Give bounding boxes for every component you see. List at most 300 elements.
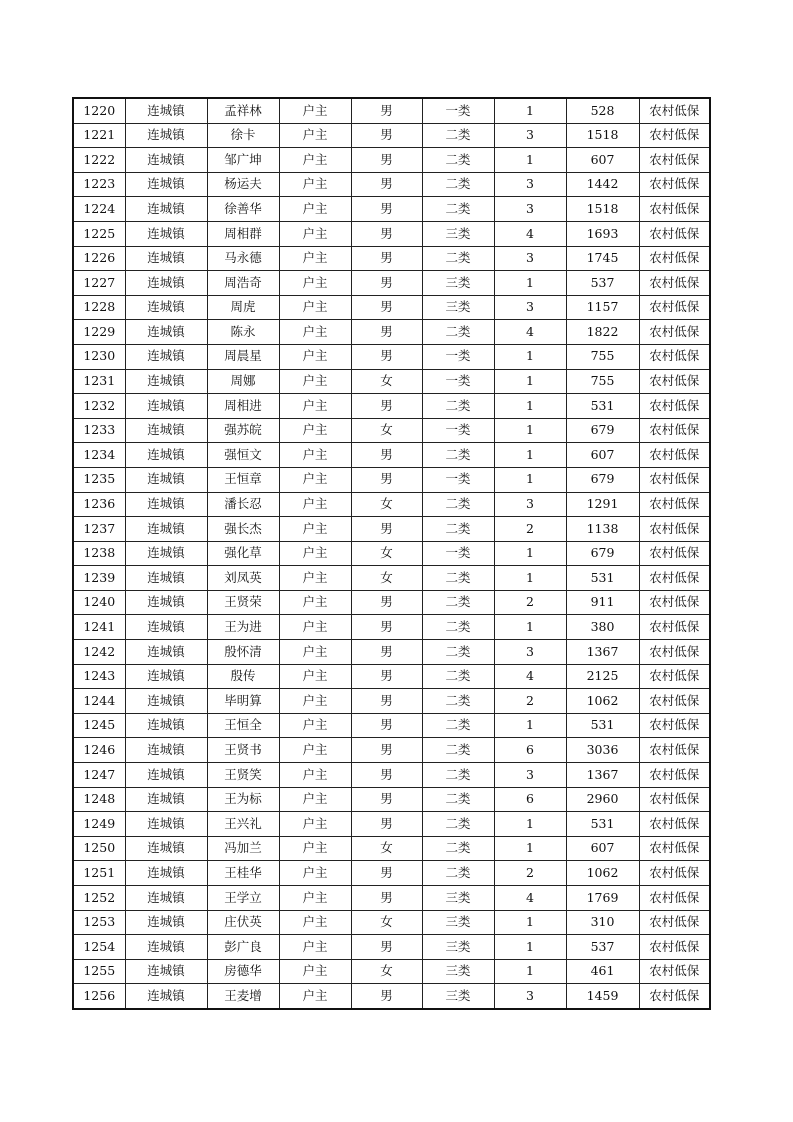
category-cell: 二类 [422, 861, 494, 886]
gender-cell: 男 [351, 246, 422, 271]
amount-cell: 2125 [566, 664, 639, 689]
program-cell: 农村低保 [639, 123, 710, 148]
category-cell: 二类 [422, 640, 494, 665]
town-cell: 连城镇 [125, 861, 207, 886]
town-cell: 连城镇 [125, 910, 207, 935]
serial-number-cell: 1227 [73, 271, 125, 296]
town-cell: 连城镇 [125, 517, 207, 542]
gender-cell: 女 [351, 369, 422, 394]
program-cell: 农村低保 [639, 763, 710, 788]
town-cell: 连城镇 [125, 566, 207, 591]
name-cell: 殷传 [207, 664, 279, 689]
category-cell: 二类 [422, 738, 494, 763]
program-cell: 农村低保 [639, 910, 710, 935]
serial-number-cell: 1248 [73, 787, 125, 812]
name-cell: 王恒章 [207, 467, 279, 492]
gender-cell: 男 [351, 664, 422, 689]
category-cell: 三类 [422, 935, 494, 960]
serial-number-cell: 1240 [73, 590, 125, 615]
household-size-cell: 4 [494, 664, 566, 689]
name-cell: 马永德 [207, 246, 279, 271]
category-cell: 二类 [422, 787, 494, 812]
serial-number-cell: 1224 [73, 197, 125, 222]
serial-number-cell: 1242 [73, 640, 125, 665]
household-size-cell: 6 [494, 738, 566, 763]
serial-number-cell: 1247 [73, 763, 125, 788]
program-cell: 农村低保 [639, 148, 710, 173]
name-cell: 杨运夫 [207, 172, 279, 197]
table-row [73, 418, 710, 443]
table-row [73, 271, 710, 296]
serial-number-cell: 1237 [73, 517, 125, 542]
program-cell: 农村低保 [639, 590, 710, 615]
serial-number-cell: 1236 [73, 492, 125, 517]
relation-cell: 户主 [279, 123, 351, 148]
serial-number-cell: 1246 [73, 738, 125, 763]
relation-cell: 户主 [279, 886, 351, 911]
name-cell: 王兴礼 [207, 812, 279, 837]
relation-cell: 户主 [279, 713, 351, 738]
household-size-cell: 1 [494, 836, 566, 861]
program-cell: 农村低保 [639, 98, 710, 123]
town-cell: 连城镇 [125, 959, 207, 984]
program-cell: 农村低保 [639, 418, 710, 443]
gender-cell: 男 [351, 886, 422, 911]
name-cell: 彭广良 [207, 935, 279, 960]
table-row [73, 615, 710, 640]
gender-cell: 男 [351, 148, 422, 173]
category-cell: 三类 [422, 295, 494, 320]
relation-cell: 户主 [279, 738, 351, 763]
relation-cell: 户主 [279, 492, 351, 517]
category-cell: 二类 [422, 763, 494, 788]
amount-cell: 911 [566, 590, 639, 615]
table-row [73, 492, 710, 517]
gender-cell: 男 [351, 763, 422, 788]
town-cell: 连城镇 [125, 148, 207, 173]
amount-cell: 537 [566, 271, 639, 296]
amount-cell: 531 [566, 713, 639, 738]
town-cell: 连城镇 [125, 394, 207, 419]
serial-number-cell: 1252 [73, 886, 125, 911]
name-cell: 强恒文 [207, 443, 279, 468]
relation-cell: 户主 [279, 467, 351, 492]
amount-cell: 461 [566, 959, 639, 984]
amount-cell: 679 [566, 467, 639, 492]
relation-cell: 户主 [279, 320, 351, 345]
relation-cell: 户主 [279, 517, 351, 542]
program-cell: 农村低保 [639, 836, 710, 861]
table-row [73, 910, 710, 935]
serial-number-cell: 1230 [73, 344, 125, 369]
relation-cell: 户主 [279, 221, 351, 246]
town-cell: 连城镇 [125, 369, 207, 394]
household-size-cell: 1 [494, 541, 566, 566]
household-size-cell: 3 [494, 246, 566, 271]
town-cell: 连城镇 [125, 713, 207, 738]
town-cell: 连城镇 [125, 467, 207, 492]
amount-cell: 679 [566, 541, 639, 566]
serial-number-cell: 1239 [73, 566, 125, 591]
town-cell: 连城镇 [125, 344, 207, 369]
amount-cell: 679 [566, 418, 639, 443]
name-cell: 徐卡 [207, 123, 279, 148]
town-cell: 连城镇 [125, 123, 207, 148]
town-cell: 连城镇 [125, 295, 207, 320]
town-cell: 连城镇 [125, 689, 207, 714]
table-row [73, 369, 710, 394]
town-cell: 连城镇 [125, 664, 207, 689]
amount-cell: 531 [566, 394, 639, 419]
program-cell: 农村低保 [639, 640, 710, 665]
program-cell: 农村低保 [639, 197, 710, 222]
program-cell: 农村低保 [639, 467, 710, 492]
table-row [73, 443, 710, 468]
name-cell: 周相群 [207, 221, 279, 246]
serial-number-cell: 1250 [73, 836, 125, 861]
table-row [73, 517, 710, 542]
table-row [73, 590, 710, 615]
gender-cell: 女 [351, 959, 422, 984]
name-cell: 毕明算 [207, 689, 279, 714]
program-cell: 农村低保 [639, 541, 710, 566]
household-size-cell: 2 [494, 861, 566, 886]
table-row [73, 98, 710, 123]
serial-number-cell: 1235 [73, 467, 125, 492]
name-cell: 王恒全 [207, 713, 279, 738]
name-cell: 周相进 [207, 394, 279, 419]
gender-cell: 男 [351, 123, 422, 148]
gender-cell: 男 [351, 172, 422, 197]
household-size-cell: 1 [494, 443, 566, 468]
amount-cell: 1745 [566, 246, 639, 271]
household-size-cell: 3 [494, 640, 566, 665]
amount-cell: 380 [566, 615, 639, 640]
category-cell: 二类 [422, 664, 494, 689]
amount-cell: 1442 [566, 172, 639, 197]
program-cell: 农村低保 [639, 812, 710, 837]
category-cell: 二类 [422, 394, 494, 419]
table-row [73, 295, 710, 320]
town-cell: 连城镇 [125, 221, 207, 246]
amount-cell: 310 [566, 910, 639, 935]
name-cell: 庄伏英 [207, 910, 279, 935]
gender-cell: 女 [351, 566, 422, 591]
table-row [73, 148, 710, 173]
table-row [73, 984, 710, 1009]
category-cell: 二类 [422, 615, 494, 640]
relation-cell: 户主 [279, 541, 351, 566]
town-cell: 连城镇 [125, 443, 207, 468]
amount-cell: 2960 [566, 787, 639, 812]
serial-number-cell: 1221 [73, 123, 125, 148]
serial-number-cell: 1251 [73, 861, 125, 886]
relation-cell: 户主 [279, 443, 351, 468]
program-cell: 农村低保 [639, 713, 710, 738]
household-size-cell: 1 [494, 148, 566, 173]
category-cell: 三类 [422, 221, 494, 246]
relation-cell: 户主 [279, 812, 351, 837]
relation-cell: 户主 [279, 566, 351, 591]
amount-cell: 1693 [566, 221, 639, 246]
program-cell: 农村低保 [639, 271, 710, 296]
name-cell: 邹广坤 [207, 148, 279, 173]
amount-cell: 1518 [566, 197, 639, 222]
table-row [73, 172, 710, 197]
category-cell: 三类 [422, 959, 494, 984]
serial-number-cell: 1238 [73, 541, 125, 566]
program-cell: 农村低保 [639, 221, 710, 246]
household-size-cell: 4 [494, 886, 566, 911]
table-row [73, 344, 710, 369]
relief-roster-table [72, 97, 711, 1010]
category-cell: 二类 [422, 123, 494, 148]
table-row [73, 812, 710, 837]
table-row [73, 197, 710, 222]
amount-cell: 1062 [566, 861, 639, 886]
household-size-cell: 6 [494, 787, 566, 812]
name-cell: 强苏皖 [207, 418, 279, 443]
table-row [73, 689, 710, 714]
name-cell: 周虎 [207, 295, 279, 320]
category-cell: 二类 [422, 172, 494, 197]
household-size-cell: 1 [494, 566, 566, 591]
gender-cell: 女 [351, 541, 422, 566]
gender-cell: 男 [351, 443, 422, 468]
amount-cell: 1157 [566, 295, 639, 320]
town-cell: 连城镇 [125, 320, 207, 345]
category-cell: 二类 [422, 689, 494, 714]
gender-cell: 男 [351, 935, 422, 960]
name-cell: 王贤笑 [207, 763, 279, 788]
program-cell: 农村低保 [639, 566, 710, 591]
table-row [73, 738, 710, 763]
amount-cell: 531 [566, 566, 639, 591]
gender-cell: 男 [351, 271, 422, 296]
table-row [73, 320, 710, 345]
relation-cell: 户主 [279, 369, 351, 394]
household-size-cell: 1 [494, 344, 566, 369]
category-cell: 二类 [422, 836, 494, 861]
amount-cell: 1769 [566, 886, 639, 911]
serial-number-cell: 1233 [73, 418, 125, 443]
gender-cell: 男 [351, 615, 422, 640]
table-row [73, 664, 710, 689]
program-cell: 农村低保 [639, 246, 710, 271]
name-cell: 王桂华 [207, 861, 279, 886]
gender-cell: 女 [351, 418, 422, 443]
category-cell: 三类 [422, 984, 494, 1009]
town-cell: 连城镇 [125, 763, 207, 788]
amount-cell: 1518 [566, 123, 639, 148]
amount-cell: 1138 [566, 517, 639, 542]
town-cell: 连城镇 [125, 197, 207, 222]
category-cell: 二类 [422, 320, 494, 345]
town-cell: 连城镇 [125, 886, 207, 911]
household-size-cell: 4 [494, 221, 566, 246]
relation-cell: 户主 [279, 861, 351, 886]
town-cell: 连城镇 [125, 812, 207, 837]
amount-cell: 755 [566, 369, 639, 394]
table-row [73, 640, 710, 665]
serial-number-cell: 1225 [73, 221, 125, 246]
relation-cell: 户主 [279, 959, 351, 984]
table-row [73, 836, 710, 861]
category-cell: 一类 [422, 541, 494, 566]
relation-cell: 户主 [279, 197, 351, 222]
town-cell: 连城镇 [125, 640, 207, 665]
program-cell: 农村低保 [639, 517, 710, 542]
category-cell: 二类 [422, 246, 494, 271]
serial-number-cell: 1228 [73, 295, 125, 320]
relation-cell: 户主 [279, 418, 351, 443]
name-cell: 王为进 [207, 615, 279, 640]
gender-cell: 女 [351, 492, 422, 517]
program-cell: 农村低保 [639, 615, 710, 640]
amount-cell: 1459 [566, 984, 639, 1009]
table-row [73, 787, 710, 812]
relation-cell: 户主 [279, 246, 351, 271]
household-size-cell: 1 [494, 467, 566, 492]
household-size-cell: 1 [494, 418, 566, 443]
relation-cell: 户主 [279, 590, 351, 615]
serial-number-cell: 1245 [73, 713, 125, 738]
household-size-cell: 3 [494, 984, 566, 1009]
table-row [73, 566, 710, 591]
category-cell: 三类 [422, 271, 494, 296]
program-cell: 农村低保 [639, 344, 710, 369]
relation-cell: 户主 [279, 615, 351, 640]
town-cell: 连城镇 [125, 271, 207, 296]
name-cell: 王麦增 [207, 984, 279, 1009]
name-cell: 强长杰 [207, 517, 279, 542]
gender-cell: 男 [351, 787, 422, 812]
relation-cell: 户主 [279, 148, 351, 173]
amount-cell: 755 [566, 344, 639, 369]
gender-cell: 男 [351, 394, 422, 419]
serial-number-cell: 1254 [73, 935, 125, 960]
table-row [73, 713, 710, 738]
category-cell: 三类 [422, 910, 494, 935]
program-cell: 农村低保 [639, 443, 710, 468]
table-row [73, 935, 710, 960]
gender-cell: 男 [351, 295, 422, 320]
relation-cell: 户主 [279, 295, 351, 320]
amount-cell: 3036 [566, 738, 639, 763]
table-row [73, 123, 710, 148]
gender-cell: 男 [351, 344, 422, 369]
serial-number-cell: 1231 [73, 369, 125, 394]
name-cell: 王贤书 [207, 738, 279, 763]
name-cell: 周娜 [207, 369, 279, 394]
gender-cell: 女 [351, 836, 422, 861]
table-row [73, 221, 710, 246]
household-size-cell: 3 [494, 123, 566, 148]
table-row [73, 886, 710, 911]
gender-cell: 男 [351, 640, 422, 665]
table-row [73, 541, 710, 566]
serial-number-cell: 1232 [73, 394, 125, 419]
household-size-cell: 1 [494, 394, 566, 419]
household-size-cell: 1 [494, 812, 566, 837]
program-cell: 农村低保 [639, 738, 710, 763]
serial-number-cell: 1253 [73, 910, 125, 935]
amount-cell: 1822 [566, 320, 639, 345]
town-cell: 连城镇 [125, 935, 207, 960]
name-cell: 孟祥林 [207, 98, 279, 123]
name-cell: 徐善华 [207, 197, 279, 222]
relation-cell: 户主 [279, 344, 351, 369]
household-size-cell: 3 [494, 295, 566, 320]
serial-number-cell: 1234 [73, 443, 125, 468]
category-cell: 二类 [422, 517, 494, 542]
gender-cell: 男 [351, 320, 422, 345]
name-cell: 王贤荣 [207, 590, 279, 615]
category-cell: 二类 [422, 566, 494, 591]
amount-cell: 531 [566, 812, 639, 837]
amount-cell: 537 [566, 935, 639, 960]
relation-cell: 户主 [279, 172, 351, 197]
name-cell: 陈永 [207, 320, 279, 345]
program-cell: 农村低保 [639, 689, 710, 714]
name-cell: 殷怀清 [207, 640, 279, 665]
serial-number-cell: 1256 [73, 984, 125, 1009]
name-cell: 周浩奇 [207, 271, 279, 296]
relation-cell: 户主 [279, 984, 351, 1009]
household-size-cell: 2 [494, 689, 566, 714]
amount-cell: 607 [566, 148, 639, 173]
town-cell: 连城镇 [125, 98, 207, 123]
program-cell: 农村低保 [639, 984, 710, 1009]
household-size-cell: 1 [494, 369, 566, 394]
name-cell: 冯加兰 [207, 836, 279, 861]
relation-cell: 户主 [279, 935, 351, 960]
serial-number-cell: 1220 [73, 98, 125, 123]
serial-number-cell: 1223 [73, 172, 125, 197]
town-cell: 连城镇 [125, 418, 207, 443]
relation-cell: 户主 [279, 394, 351, 419]
household-size-cell: 2 [494, 517, 566, 542]
program-cell: 农村低保 [639, 172, 710, 197]
gender-cell: 男 [351, 197, 422, 222]
gender-cell: 女 [351, 910, 422, 935]
program-cell: 农村低保 [639, 787, 710, 812]
town-cell: 连城镇 [125, 541, 207, 566]
town-cell: 连城镇 [125, 984, 207, 1009]
amount-cell: 1367 [566, 640, 639, 665]
category-cell: 三类 [422, 886, 494, 911]
category-cell: 一类 [422, 98, 494, 123]
relation-cell: 户主 [279, 271, 351, 296]
household-size-cell: 3 [494, 763, 566, 788]
household-size-cell: 1 [494, 713, 566, 738]
category-cell: 二类 [422, 812, 494, 837]
gender-cell: 男 [351, 812, 422, 837]
amount-cell: 607 [566, 836, 639, 861]
relation-cell: 户主 [279, 787, 351, 812]
amount-cell: 1291 [566, 492, 639, 517]
household-size-cell: 1 [494, 910, 566, 935]
category-cell: 一类 [422, 467, 494, 492]
program-cell: 农村低保 [639, 861, 710, 886]
category-cell: 一类 [422, 369, 494, 394]
category-cell: 一类 [422, 344, 494, 369]
amount-cell: 528 [566, 98, 639, 123]
category-cell: 二类 [422, 713, 494, 738]
relation-cell: 户主 [279, 910, 351, 935]
category-cell: 二类 [422, 590, 494, 615]
name-cell: 潘长忍 [207, 492, 279, 517]
